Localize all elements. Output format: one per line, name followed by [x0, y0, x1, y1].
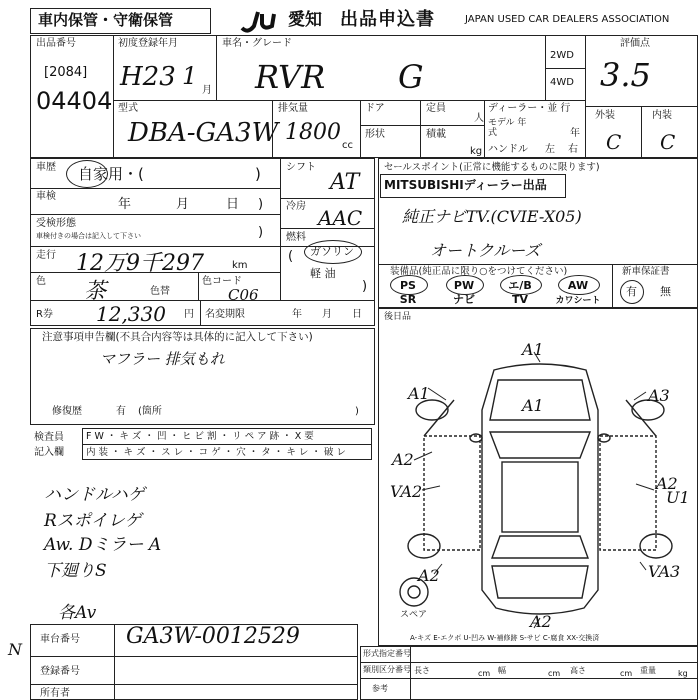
- diagram-mark-front-right: A3: [648, 386, 670, 405]
- inspection-day: 日: [226, 197, 240, 212]
- length-label: 長さ: [414, 666, 430, 675]
- inspection-year: 年: [118, 197, 132, 212]
- receipt-label: 受検形態: [36, 218, 76, 229]
- exterior-label: 外装: [595, 110, 615, 121]
- fuel-gasoline-circle: [304, 240, 362, 264]
- exterior-grade: C: [606, 130, 622, 154]
- selling-point-1: 純正ナビTV.(CVIE-X05): [402, 207, 582, 226]
- registration-month: 1: [182, 62, 198, 90]
- name-change-year: 年: [292, 309, 302, 320]
- inspector-interior-line: 内 装 ・ キ ズ ・ ス レ ・ コ ゲ ・ 穴 ・ タ ・ キ レ ・ 破 レ: [86, 447, 346, 458]
- registration-label: 初度登録年月: [118, 38, 178, 49]
- equipment-sr: SR: [399, 292, 417, 306]
- recycle-value: 12,330: [96, 302, 166, 326]
- registration-year: H23: [120, 62, 176, 92]
- fuel-diesel: 軽 油: [310, 267, 336, 280]
- dealer-badge: MITSUBISHIディーラー出品: [384, 178, 547, 192]
- handwritten-note-3: Aw. Dミラー A: [44, 535, 162, 555]
- drive-2wd: 2WD: [550, 50, 574, 61]
- interior-grade: C: [660, 130, 676, 154]
- equipment-airbag: エ/B: [508, 279, 532, 292]
- car-damage-diagram: [384, 340, 696, 640]
- diagram-mark-rear-left: A2: [418, 566, 440, 585]
- ju-logo: [238, 8, 286, 34]
- displacement-unit: cc: [342, 140, 353, 151]
- inspector-fw-line: F W ・ キ ズ ・ 凹 ・ ヒ ビ 割 ・ リ ペ ア 跡 ・ X 要: [86, 431, 314, 442]
- diagram-mark-left-door: A2: [392, 450, 414, 469]
- diagram-mark-rear-bumper: A2: [530, 612, 552, 631]
- fuel-gasoline: ガソリン: [310, 245, 354, 258]
- rating-score: 3.5: [600, 56, 651, 94]
- capacity-unit: 人: [474, 113, 484, 124]
- repair-close: ): [355, 406, 359, 417]
- equipment-aw-circle: [558, 275, 600, 295]
- repair-label: 修復歴: [52, 406, 82, 417]
- history-circle: [66, 160, 108, 188]
- drive-4wd: 4WD: [550, 77, 574, 88]
- margin-mark: N: [8, 640, 22, 659]
- cooling-label: 冷房: [286, 201, 306, 212]
- cooling-value: AAC: [318, 206, 363, 230]
- reference-label: 参考: [372, 684, 388, 693]
- height-unit: cm: [620, 669, 633, 678]
- color-code-label: 色コード: [202, 276, 242, 287]
- interior-label: 内装: [652, 110, 672, 121]
- diagram-mark-rear-right: VA3: [648, 562, 681, 581]
- fuel-label: 燃料: [286, 232, 306, 243]
- equipment-grid: [382, 278, 610, 306]
- handwritten-note-2: Rスポイレゲ: [44, 511, 142, 531]
- form-title: 出品申込書: [340, 9, 435, 30]
- equipment-aw: AW: [567, 278, 589, 292]
- shift-value: AT: [330, 170, 360, 195]
- handle-left: 左: [545, 144, 555, 155]
- history-label: 車歴: [36, 162, 56, 173]
- receipt-close: ): [258, 225, 264, 240]
- damage-legend: A-キズ E-エクボ U-凹み W-補修跡 S-サビ C-腐食 XX-交換済: [410, 634, 600, 642]
- handwritten-note-1: ハンドルハゲ: [44, 485, 145, 505]
- color-label: 色: [36, 276, 46, 287]
- lot-sub-number: [2084]: [44, 65, 88, 80]
- equipment-ps: PS: [400, 278, 416, 292]
- recycle-label: R券: [36, 309, 53, 320]
- spare-label: スペア: [400, 610, 428, 620]
- model-value: DBA-GA3W: [128, 118, 279, 148]
- equipment-label: 装備品(純正品に限り○をつけてください): [390, 266, 568, 277]
- color-code: C06: [228, 286, 259, 304]
- chassis-label: 車台番号: [40, 634, 80, 645]
- diagram-mark-front-left: A1: [408, 384, 430, 403]
- load-unit: kg: [470, 146, 483, 157]
- form-number-label: 形式指定番号: [363, 649, 411, 658]
- notes-text: マフラー 排気もれ: [100, 350, 225, 368]
- receipt-sub: 車検付きの場合は記入して下さい: [36, 232, 141, 240]
- displacement-label: 排気量: [278, 103, 308, 114]
- equipment-leather-seat: カワシート: [555, 295, 601, 306]
- car-name-label: 車名・グレード: [222, 38, 292, 49]
- weight-unit: kg: [678, 669, 688, 678]
- fuel-open: (: [288, 249, 294, 264]
- handwritten-note-4: 下廻りS: [44, 561, 107, 581]
- model-year-label: モデル 年式: [488, 118, 527, 138]
- inspection-label: 車検: [36, 191, 56, 202]
- name-change-day: 日: [352, 309, 362, 320]
- equipment-airbag-circle: [500, 275, 542, 295]
- inspector-label-1: 検査員: [34, 432, 64, 443]
- width-label: 幅: [498, 666, 506, 675]
- chassis-number: GA3W-0012529: [126, 624, 300, 649]
- history-close: ): [255, 165, 261, 183]
- height-label: 高さ: [570, 666, 586, 675]
- dealer-label: ディーラー・並 行: [488, 103, 571, 114]
- association-name: JAPAN USED CAR DEALERS ASSOCIATION: [465, 14, 670, 25]
- warranty-yes: 有: [626, 285, 637, 298]
- lot-number: 04404: [36, 87, 113, 115]
- diagram-mark-right-door: A2: [656, 474, 678, 493]
- door-label: ドア: [365, 103, 385, 114]
- color-value: 茶: [84, 279, 107, 304]
- load-label: 積載: [426, 129, 446, 140]
- equipment-pw: PW: [453, 278, 475, 292]
- handle-right: 右: [568, 144, 578, 155]
- shape-label: 形状: [365, 129, 385, 140]
- car-name: RVR: [255, 58, 326, 96]
- notes-label: 注意事項申告欄(不具合内容等は具体的に記入して下さい): [42, 331, 313, 343]
- inspection-month: 月: [176, 197, 190, 212]
- shift-label: シフト: [286, 162, 316, 173]
- mileage-unit: km: [232, 260, 248, 271]
- repair-place: (箇所: [138, 406, 162, 417]
- model-year-unit: 年: [570, 128, 580, 139]
- capacity-label: 定員: [426, 103, 446, 114]
- registration-number-label: 登録番号: [40, 666, 80, 677]
- owner-label: 所有者: [40, 688, 70, 699]
- selling-points-label: セールスポイント(正常に機能するものに限ります): [384, 162, 600, 173]
- car-grade: G: [398, 58, 424, 96]
- fuel-close: ): [362, 279, 368, 294]
- name-change-month: 月: [322, 309, 332, 320]
- length-unit: cm: [478, 669, 491, 678]
- warranty-no: 無: [660, 285, 671, 298]
- org-name: 愛知: [288, 10, 322, 30]
- name-change-label: 名変期限: [205, 309, 245, 320]
- equipment-tv: TV: [511, 292, 529, 306]
- diagram-mark-right-rear: U1: [666, 488, 690, 507]
- warranty-label: 新車保証書: [622, 266, 670, 277]
- weight-label: 重量: [640, 666, 656, 675]
- displacement-value: 1800: [285, 120, 341, 145]
- width-unit: cm: [548, 669, 561, 678]
- repair-value: 有: [116, 406, 126, 417]
- post-date-label: 後日品: [384, 312, 412, 322]
- model-label: 型式: [118, 103, 138, 114]
- equipment-navi: ナビ: [453, 293, 475, 306]
- inspector-label-2: 記入欄: [34, 447, 64, 458]
- class-number-label: 類別区分番号: [363, 665, 411, 674]
- history-value: 自家用・(: [78, 165, 144, 183]
- mileage-value: 12万9千297: [76, 251, 204, 276]
- storage-notice: 車内保管・守衛保管: [38, 11, 174, 29]
- diagram-mark-hood: A1: [522, 396, 544, 415]
- mileage-label: 走行: [36, 250, 56, 261]
- handle-label: ハンドル: [488, 144, 528, 155]
- inspection-close: ): [258, 197, 264, 212]
- equipment-ps-circle: [390, 275, 428, 295]
- equipment-pw-circle: [446, 275, 484, 295]
- handwritten-note-5: 各Av: [58, 603, 97, 623]
- lot-label: 出品番号: [36, 38, 76, 49]
- recycle-unit: 円: [184, 309, 194, 320]
- diagram-mark-left-rear-door: VA2: [390, 482, 423, 501]
- registration-month-suffix: 月: [202, 85, 212, 96]
- selling-point-2: オートクルーズ: [430, 241, 541, 260]
- rating-label: 評価点: [620, 38, 650, 49]
- warranty-yes-circle: [620, 280, 644, 304]
- color-change-label: 色替: [150, 286, 170, 297]
- diagram-mark-front-top: A1: [522, 340, 544, 359]
